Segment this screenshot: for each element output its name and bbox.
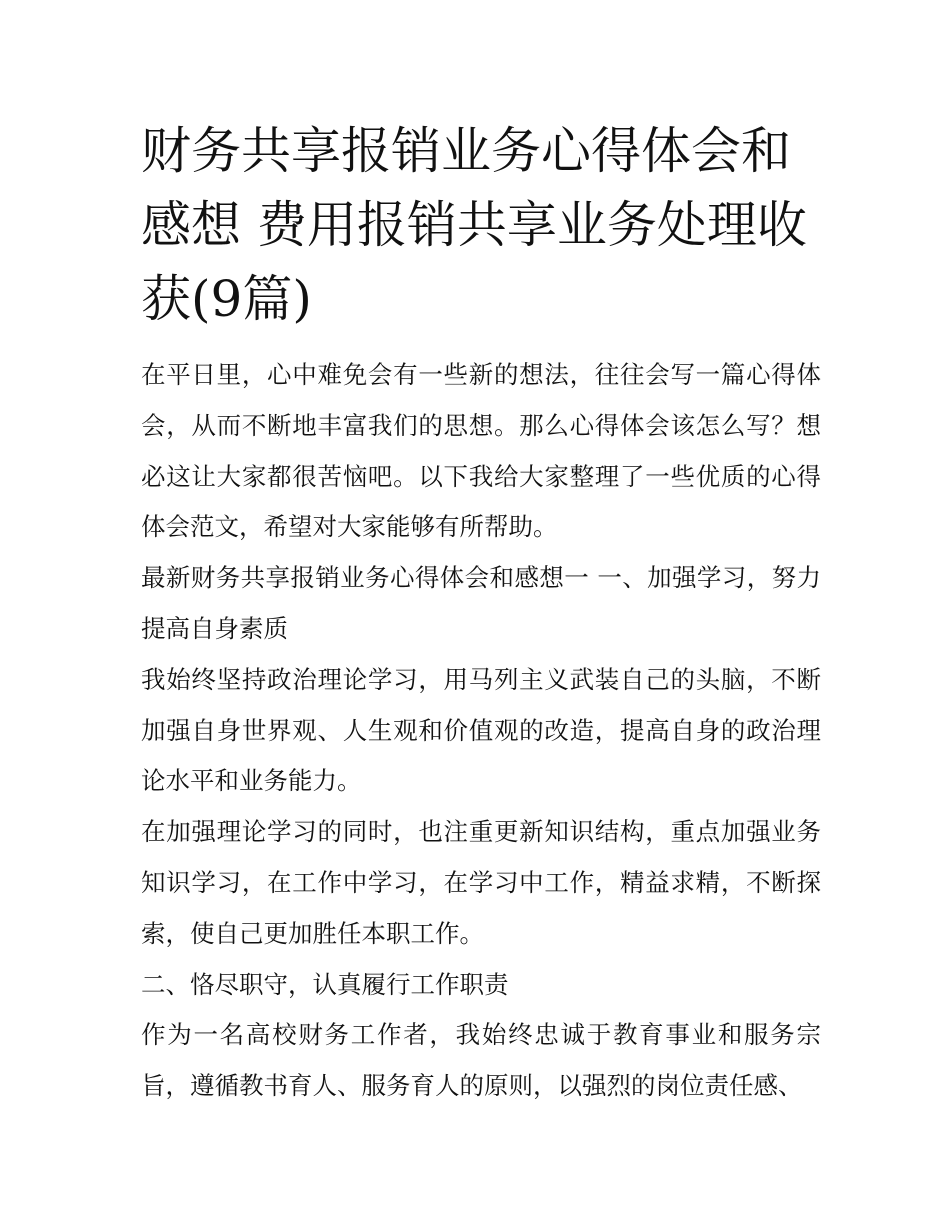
section-heading-2: 二、恪尽职守，认真履行工作职责 <box>141 969 509 999</box>
intro-paragraph: 在平日里，心中难免会有一些新的想法，往往会写一篇心得体会，从而不断地丰富我们的思想。那么心得体会该怎么写？想必这让大家都很苦恼吧。以下我给大家整理了一些优质的心得体会范文，希望对大家能够有所帮助。 <box>141 360 821 542</box>
document-body <box>141 114 821 1112</box>
document-title: 财务共享报销业务心得体会和感想 费用报销共享业务处理收获(9篇) <box>141 122 807 328</box>
body-paragraph: 我始终坚持政治理论学习，用马列主义武装自己的头脑，不断加强自身世界观、人生观和价值观的改造，提高自身的政治理论水平和业务能力。 <box>141 664 821 796</box>
body-paragraph: 作为一名高校财务工作者，我始终忠诚于教育事业和服务宗旨，遵循教书育人、服务育人的原则，以强烈的岗位责任感、 <box>141 1020 821 1101</box>
body-paragraph: 在加强理论学习的同时，也注重更新知识结构，重点加强业务知识学习，在工作中学习，在学习中工作，精益求精，不断探索，使自己更加胜任本职工作。 <box>141 817 821 948</box>
section-heading-1: 最新财务共享报销业务心得体会和感想一 一、加强学习，努力提高自身素质 <box>141 563 821 643</box>
